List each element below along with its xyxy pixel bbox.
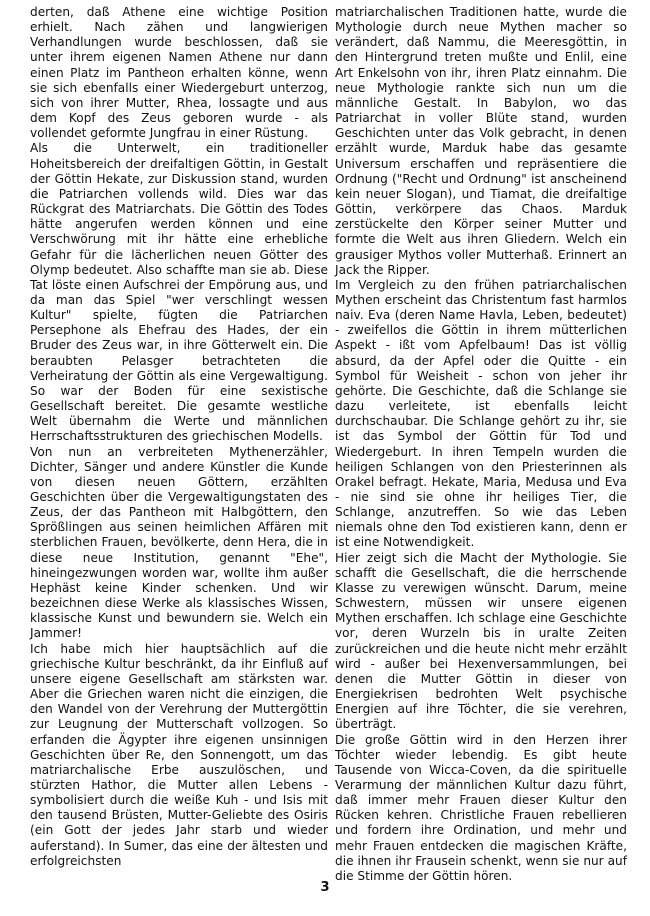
paragraph: matriarchalischen Traditionen hatte, wurde die Mythologie durch neue Mythen macher so verändert, daß Nammu, die Meeresgöttin, in den Hintergrund treten mußte und Enlil, eine Art Enkelsohn von ihr, ihren Platz einnahm. Die neue Mythologie rankte sich nun um die männliche Gestalt. In Babylon, wo das Patriarchat in voller Blüte stand, wurden Geschichten unter das Volk gebracht, in denen erzählt wurde, Marduk habe das gesamte Universum erschaffen und repräsentiere die Ordnung ("Recht und Ordnung" ist anscheinend kein neuer Slogan), und Tiamat, die dreifaltige Göttin, verkörpere das Chaos. Marduk zerstückelte den Körper seiner Mutter und formte die Welt aus ihren Gliedern. Welch ein grausiger Mythos voller Mutterhaß. Erinnert an Jack the Ripper. [335,5,627,277]
paragraph: Hier zeigt sich die Macht der Mythologie. Sie schafft die Gesellschaft, die die herrschende Klasse zu verewigen wünscht. Darum, meine Schwestern, müssen wir unsere eigenen Mythen erschaffen. Ich schlage eine Geschichte vor, deren Wurzeln bis in uralte Zeiten zurückreichen und die heute nicht mehr erzählt wird - außer bei Hexenversammlungen, bei denen die Mutter Göttin in dieser von Energiekrisen bedrohten Welt psychische Energien auf ihre Töchter, die sie verehren, überträgt. [335,550,627,732]
paragraph: Im Vergleich zu den frühen patriarchalischen Mythen erscheint das Christentum fast harmlos naiv. Eva (deren Name Havla, Leben, bedeutet) - zweifellos die Göttin in ihrem mütterlichen Aspekt - ißt vom Apfelbaum! Das ist völlig absurd, da der Apfel oder die Quitte - ein Symbol für Weisheit - schon von jeher ihr gehörte. Die Geschichte, daß die Schlange sie dazu verleitete, ist ebenfalls leicht durchschaubar. Die Schlange gehört zu ihr, sie ist das Symbol der Göttin für Tod und Wiedergeburt. In ihren Tempeln wurden die heiligen Schlangen von den Priesterinnen als Orakel befragt. Hekate, Maria, Medusa und Eva - nie sind sie ohne ihr heiliges Tier, die Schlange, anzutreffen. So wie das Leben niemals ohne den Tod existieren kann, denn er ist eine Notwendigkeit. [335,277,627,550]
paragraph: Von nun an verbreiteten Mythenerzähler, Dichter, Sänger und andere Künstler die Kunde von diesen neuen Göttern, erzählten Geschichten über die Vergewaltigungstaten des Zeus, der das Pantheon mit Halbgöttern, den Sprößlingen aus seinen heimlichen Affären mit sterblichen Frauen, bevölkerte, denn Hera, die in diese neue Institution, genannt "Ehe", hineingezwungen worden war, wollte ihm außer Hephäst keine Kinder schenken. Und wir bezeichnen diese Werke als klassisches Wissen, klassische Kunst und bewundern sie. Welch ein Jammer! [30,444,328,641]
paragraph: Die große Göttin wird in den Herzen ihrer Töchter wieder lebendig. Es gibt heute Tausende von Wicca-Coven, da die spirituelle Verarmung der männlichen Kultur dazu führt, daß immer mehr Frauen dieser Kultur den Rücken kehren. Christliche Frauen rebellieren und fordern ihre Ordination, und mehr und mehr Frauen entdecken die magischen Kräfte, die ihnen ihr Frausein schenkt, wenn sie nur auf die Stimme der Göttin hören. [335,732,627,883]
right-text-column [335,5,627,884]
paragraph: Ich habe mich hier hauptsächlich auf die griechische Kultur beschränkt, da ihr Einfluß auf unsere eigene Gesellschaft am stärksten war. Aber die Griechen waren nicht die einzigen, die den Wandel von der Verehrung der Muttergöttin zur Leugnung der Mutterschaft vollzogen. So erfanden die Ägypter ihre eigenen unsinnigen Geschichten über Re, den Sonnengott, um das matriarchalische Erbe auszulöschen, und stürzten Hathor, die Mutter allen Lebens - symbolisiert durch die weiße Kuh - und Isis mit den tausend Brüsten, Mutter-Geliebte des Osiris (ein Gott der jedes Jahr starb und wieder auferstand). In Sumer, das eine der ältesten und erfolgreichsten [30,641,328,868]
left-text-column [30,5,328,869]
paragraph: derten, daß Athene eine wichtige Position erhielt. Nach zähen und langwierigen Verhandlungen wurde beschlossen, daß sie unter ihrem eigenen Namen Athene nur dann einen Platz im Pantheon erhalten könne, wenn sie sich ebenfalls einer Wiedergeburt unterzog, sich von ihrer Mutter, Rhea, lossagte und aus dem Kopf des Zeus geboren wurde - als vollendet geformte Jungfrau in einer Rüstung. [30,5,328,141]
paragraph: Als die Unterwelt, ein traditioneller Hoheitsbereich der dreifaltigen Göttin, in Gestalt der Göttin Hekate, zur Diskussion stand, wurden die Patriarchen vollends wild. Dies war das Rückgrat des Matriarchats. Die Göttin des Todes hätte angerufen werden können und eine Verschwörung mit ihr hätte eine erhebliche Gefahr für die lächerlichen neuen Götter des Olymp bedeutet. Also schaffte man sie ab. Diese Tat löste einen Aufschrei der Empörung aus, und da man das Spiel "wer verschlingt wessen Kultur" spielte, fügten die Patriarchen Persephone als Ehefrau des Hades, der ein Bruder des Zeus war, in ihre Götterwelt ein. Die beraubten Pelasger betrachteten die Verheiratung der Göttin als eine Vergewaltigung. So war der Boden für eine sexistische Gesellschaft bereitet. Die gesamte westliche Welt übernahm die Werte und männlichen Herrschaftsstrukturen des griechischen Modells. [30,141,328,444]
page-number: 3 [320,880,330,895]
